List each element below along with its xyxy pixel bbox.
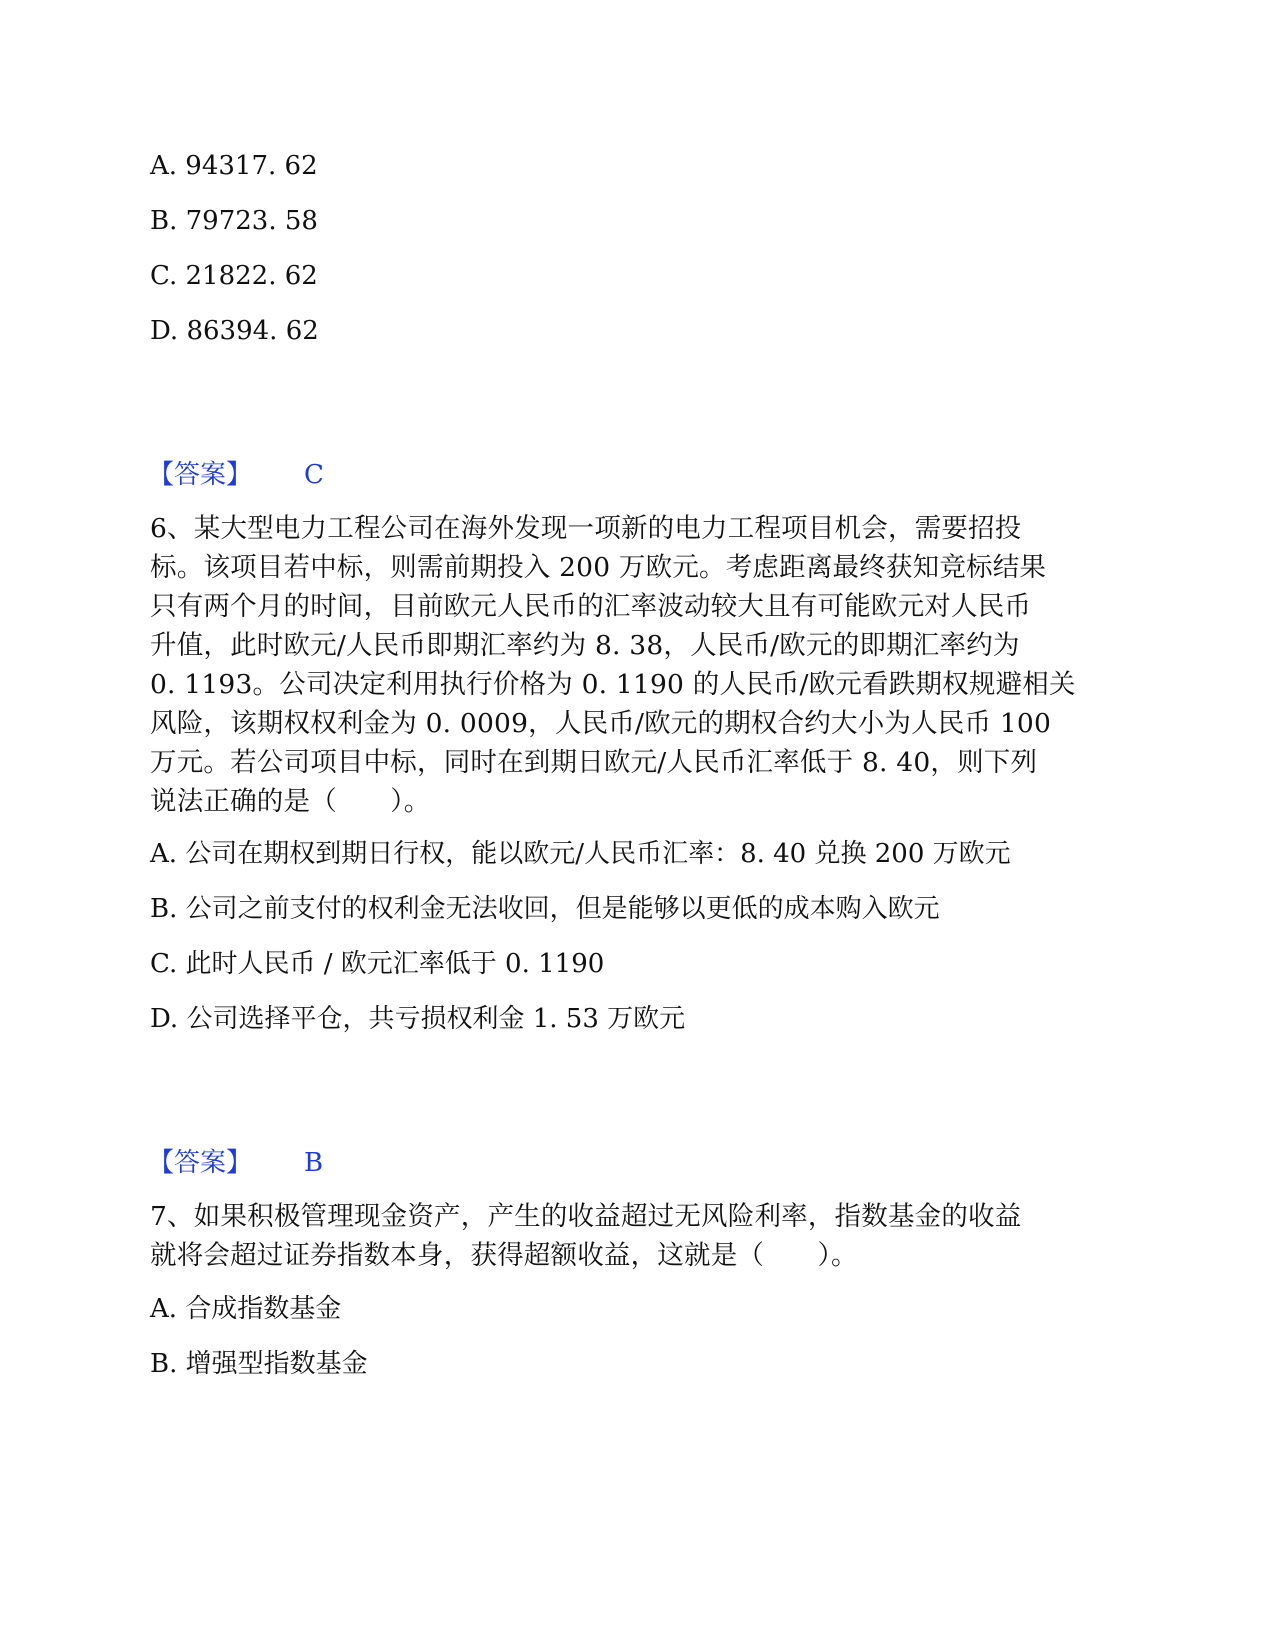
q5-option-a: A. 94317. 62 (150, 151, 318, 181)
q6-answer (148, 1143, 323, 1183)
q6-stem-line-8: 说法正确的是（ ）。 (150, 786, 431, 817)
q5-answer (148, 455, 324, 495)
q6-answer-label: 【答案】 (148, 1148, 253, 1178)
q6-stem-line-7: 万元。若公司项目中标，同时在到期日欧元/人民币汇率低于 8. 40，则下列 (150, 747, 1038, 778)
q7-option-a: A. 合成指数基金 (150, 1294, 342, 1324)
q6-option-a: A. 公司在期权到期日行权，能以欧元/人民币汇率：8. 40 兑换 200 万欧元 (150, 839, 1011, 869)
q6-stem-line-3: 只有两个月的时间，目前欧元人民币的汇率波动较大且有可能欧元对人民币 (150, 591, 1032, 622)
q6-option-c: C. 此时人民币 / 欧元汇率低于 0. 1190 (150, 949, 605, 979)
q5-option-d: D. 86394. 62 (150, 316, 319, 346)
q6-stem-line-5: 0. 1193。公司决定利用执行价格为 0. 1190 的人民币/欧元看跌期权规避相关 (150, 669, 1076, 700)
q6-stem-line-2: 标。该项目若中标，则需前期投入 200 万欧元。考虑距离最终获知竞标结果 (150, 552, 1047, 583)
q6-option-b: B. 公司之前支付的权利金无法收回，但是能够以更低的成本购入欧元 (150, 894, 940, 924)
q6-stem-line-4: 升值，此时欧元/人民币即期汇率约为 8. 38，人民币/欧元的即期汇率约为 (150, 630, 1020, 661)
q5-answer-label: 【答案】 (148, 460, 253, 490)
q5-option-c: C. 21822. 62 (150, 261, 318, 291)
q7-stem-line-2: 就将会超过证券指数本身，获得超额收益，这就是（ ）。 (150, 1240, 858, 1271)
q6-stem-line-6: 风险，该期权权利金为 0. 0009，人民币/欧元的期权合约大小为人民币 100 (150, 708, 1052, 739)
q7-stem-line-1: 7、如果积极管理现金资产，产生的收益超过无风险利率，指数基金的收益 (150, 1201, 1022, 1232)
q5-option-b: B. 79723. 58 (150, 206, 318, 236)
q5-answer-value: C (304, 460, 324, 490)
q6-option-d: D. 公司选择平仓，共亏损权利金 1. 53 万欧元 (150, 1004, 686, 1034)
q6-stem-line-1: 6、某大型电力工程公司在海外发现一项新的电力工程项目机会，需要招投 (150, 513, 1022, 544)
q6-answer-value: B (304, 1148, 324, 1178)
q7-option-b: B. 增强型指数基金 (150, 1349, 368, 1379)
